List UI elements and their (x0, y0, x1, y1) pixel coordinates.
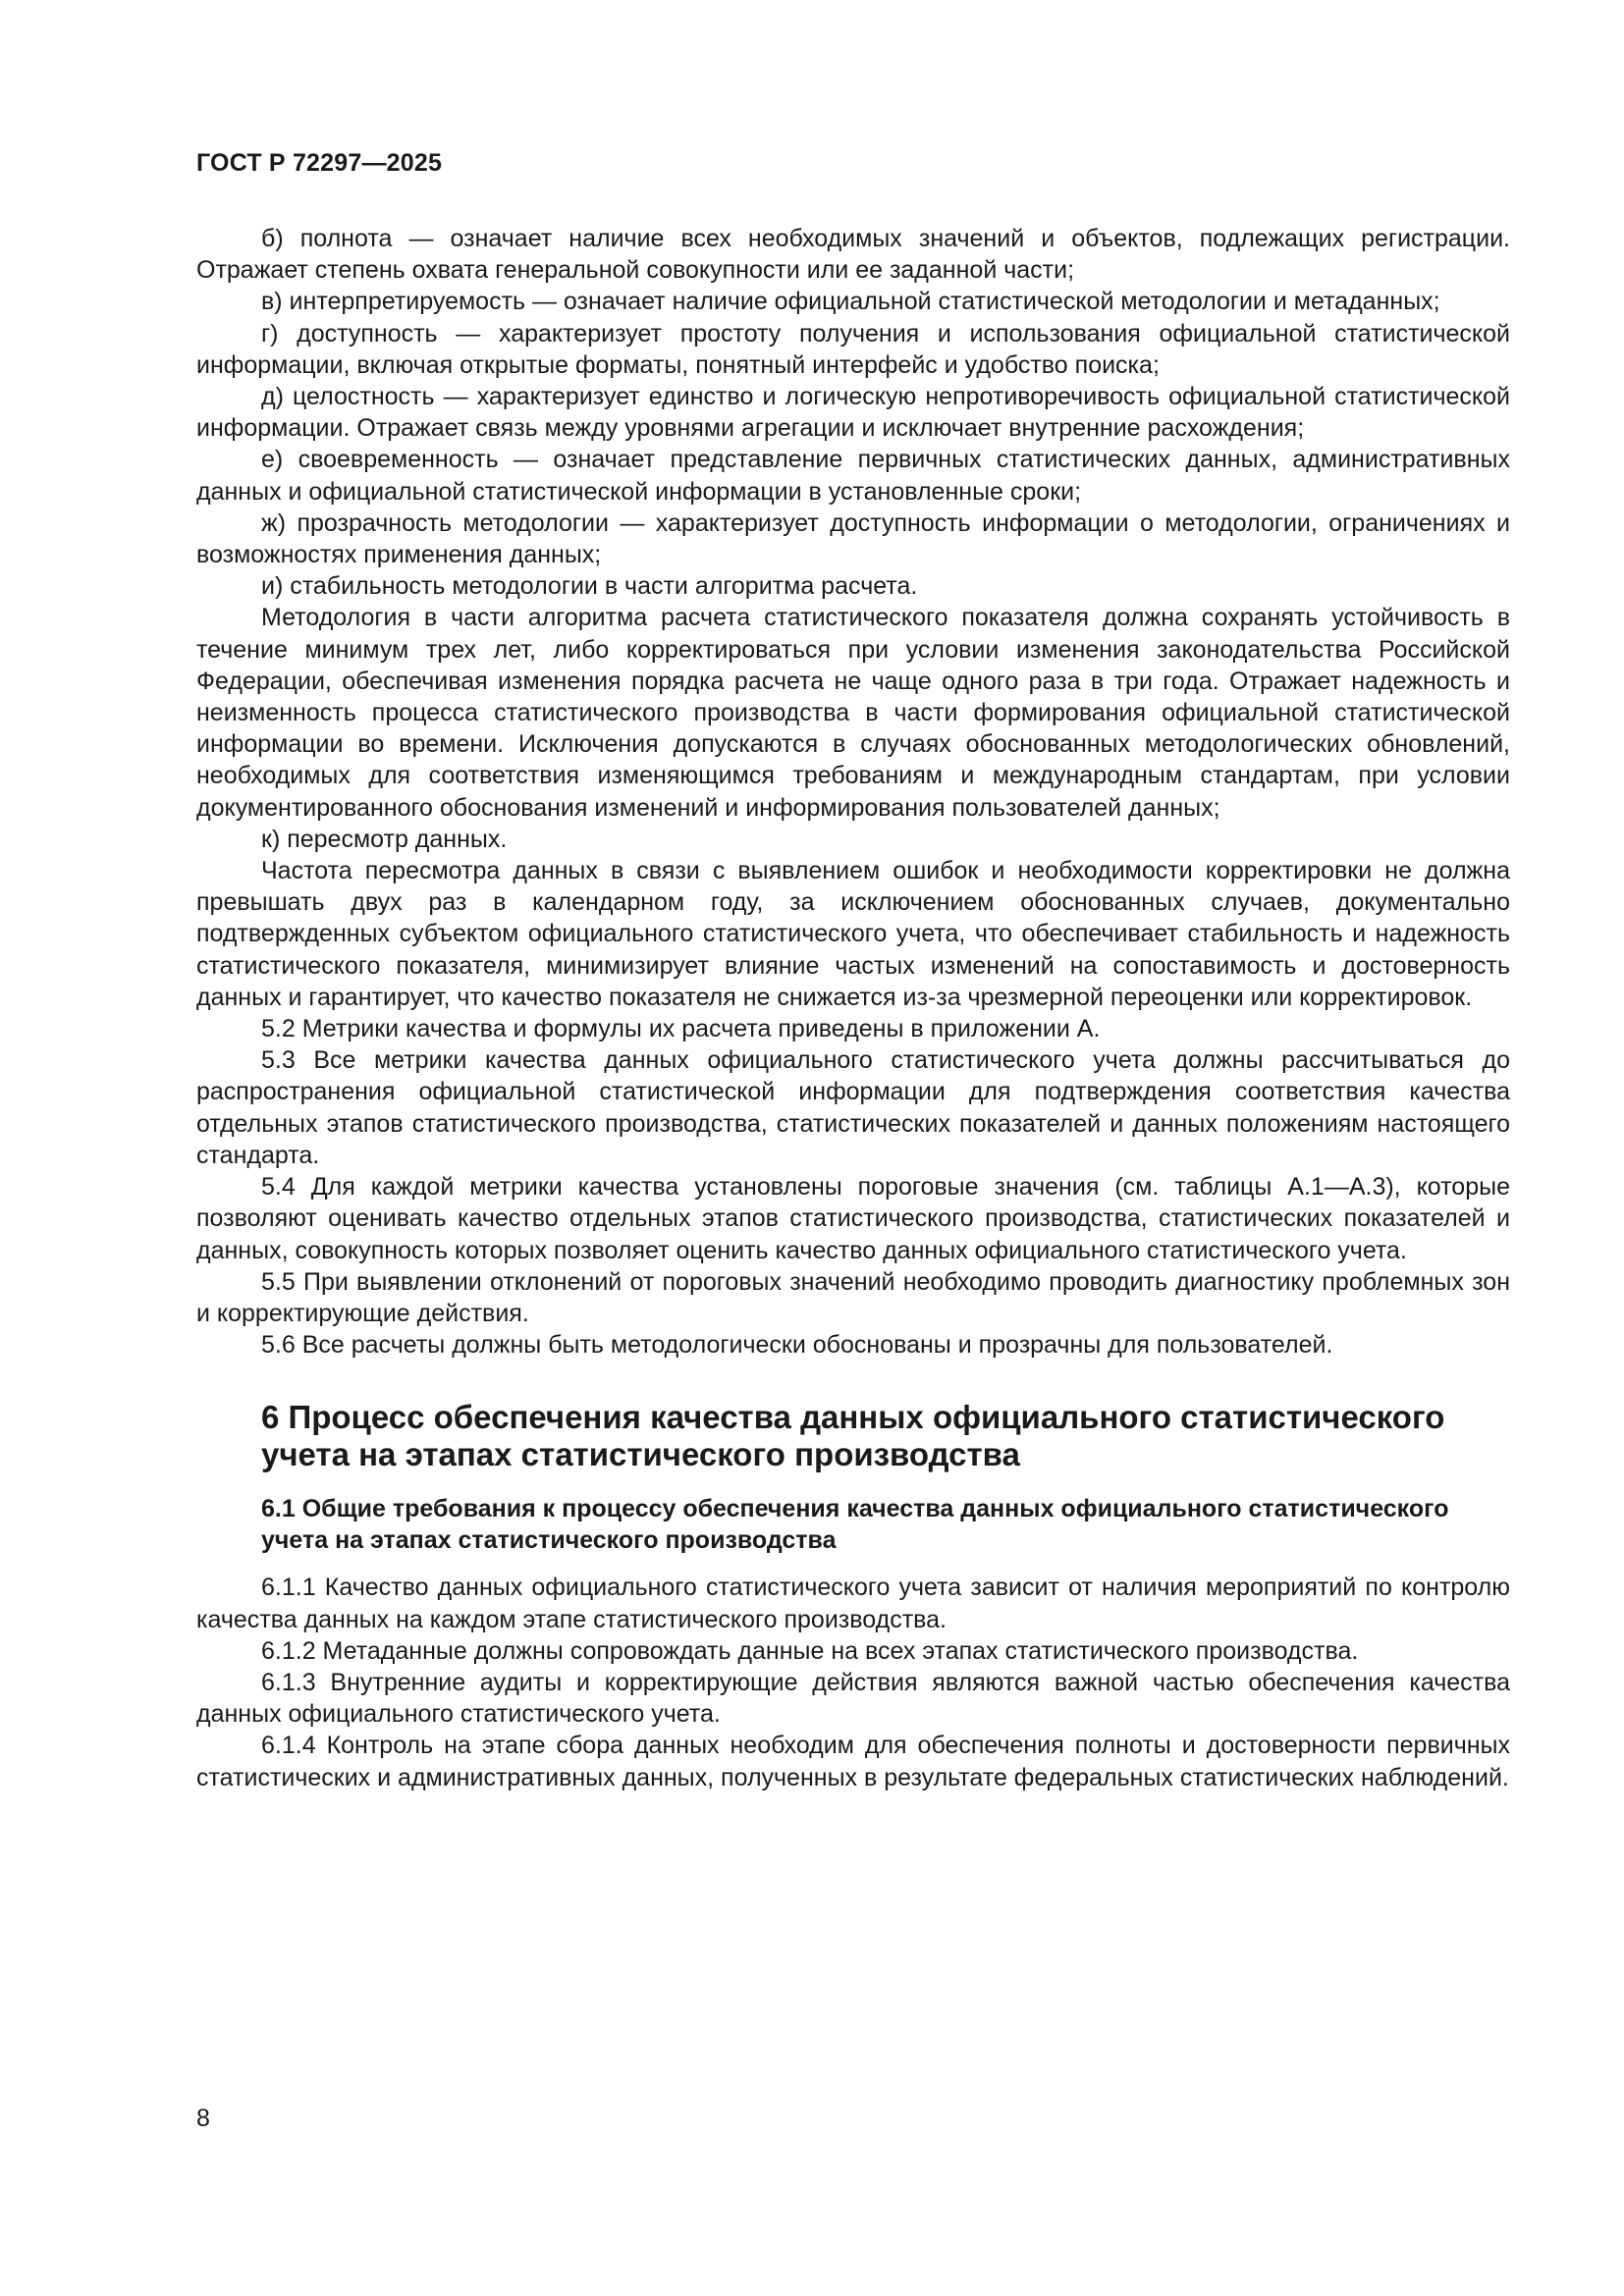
section-6-body (196, 1572, 1510, 1792)
subsection-6-1-heading: 6.1 Общие требования к процессу обеспечения качества данных официального статистического учета на этапах статистического производства (261, 1495, 1449, 1555)
section-6-heading: 6 Процесс обеспечения качества данных официального статистического учета на этапах статистического производства (261, 1399, 1445, 1473)
quality-criteria-block (196, 223, 1510, 1361)
paragraph: 5.2 Метрики качества и формулы их расчета приведены в приложении А. (261, 1015, 1101, 1043)
paragraph: Методология в части алгоритма расчета статистического показателя должна сохранять устойчивость в течение минимум трех лет, либо корректироваться при условии изменения законодательства Российской Федерации, обеспечивая изменения порядка расчета не чаще одного раза в три года. Отражает надежность и неизменность процесса статистического производства в части формирования официальной статистической информации во времени. Исключения допускаются в случаях обоснованных методологических обновлений, необходимых для соответствия изменяющимся требованиям и международным стандартам, при условии документированного обоснования изменений и информирования пользователей данных; (196, 604, 1510, 822)
paragraph: 6.1.4 Контроль на этапе сбора данных необходим для обеспечения полноты и достоверности первичных статистических и административных данных, полученных в результате федеральных статистических наблюдений. (196, 1732, 1510, 1791)
paragraph: 6.1.2 Метаданные должны сопровождать данные на всех этапах статистического производства. (261, 1636, 1359, 1665)
paragraph: 5.5 При выявлении отклонений от пороговых значений необходимо проводить диагностику проблемных зон и корректирующие действия. (196, 1267, 1510, 1327)
paragraph: 5.3 Все метрики качества данных официального статистического учета должны рассчитываться до распространения официальной статистической информации для подтверждения соответствия качества отдельных этапов статистического производства, статистических показателей и данных положениям настоящего стандарта. (196, 1046, 1510, 1169)
paragraph: 5.4 Для каждой метрики качества установлены пороговые значения (см. таблицы А.1—А.3), которые позволяют оценивать качество отдельных этапов статистического производства, статистических показателей и данных, совокупность которых позволяет оценить качество данных официального статистического учета. (196, 1173, 1510, 1264)
document-body (196, 223, 1510, 1793)
paragraph: г) доступность — характеризует простоту получения и использования официальной статистической информации, включая открытые форматы, понятный интерфейс и удобство поиска; (196, 319, 1510, 379)
paragraph: Частота пересмотра данных в связи с выявлением ошибок и необходимости корректировки не должна превышать двух раз в календарном году, за исключением обоснованных случаев, документально подтвержденных субъектом официального статистического учета, что обеспечивает стабильность и надежность статистического показателя, минимизирует влияние частых изменений на сопоставимость и достоверность данных и гарантирует, что качество показателя не снижается из-за чрезмерной переоценки или корректировок. (196, 857, 1510, 1011)
paragraph: в) интерпретируемость — означает наличие официальной статистической методологии и метаданных; (261, 288, 1440, 316)
document-code: ГОСТ Р 72297—2025 (196, 149, 443, 177)
paragraph: 6.1.1 Качество данных официального статистического учета зависит от наличия мероприятий по контролю качества данных на каждом этапе статистического производства. (196, 1574, 1510, 1633)
paragraph: 5.6 Все расчеты должны быть методологически обоснованы и прозрачны для пользователей. (261, 1331, 1333, 1360)
page-number: 8 (196, 2105, 210, 2132)
paragraph: б) полнота — означает наличие всех необходимых значений и объектов, подлежащих регистрации. Отражает степень охвата генеральной совокупности или ее заданной части; (196, 225, 1510, 285)
paragraph: е) своевременность — означает представление первичных статистических данных, административных данных и официальной статистической информации в установленные сроки; (196, 446, 1510, 506)
paragraph: ж) прозрачность методологии — характеризует доступность информации о методологии, ограничениях и возможностях применения данных; (196, 508, 1510, 569)
paragraph: и) стабильность методологии в части алгоритма расчета. (261, 572, 918, 601)
paragraph: д) целостность — характеризует единство и логическую непротиворечивость официальной статистической информации. Отражает связь между уровнями агрегации и исключает внутренние расхождения; (196, 383, 1510, 443)
paragraph: к) пересмотр данных. (261, 825, 508, 853)
paragraph: 6.1.3 Внутренние аудиты и корректирующие действия являются важной частью обеспечения качества данных официального статистического учета. (196, 1668, 1510, 1729)
